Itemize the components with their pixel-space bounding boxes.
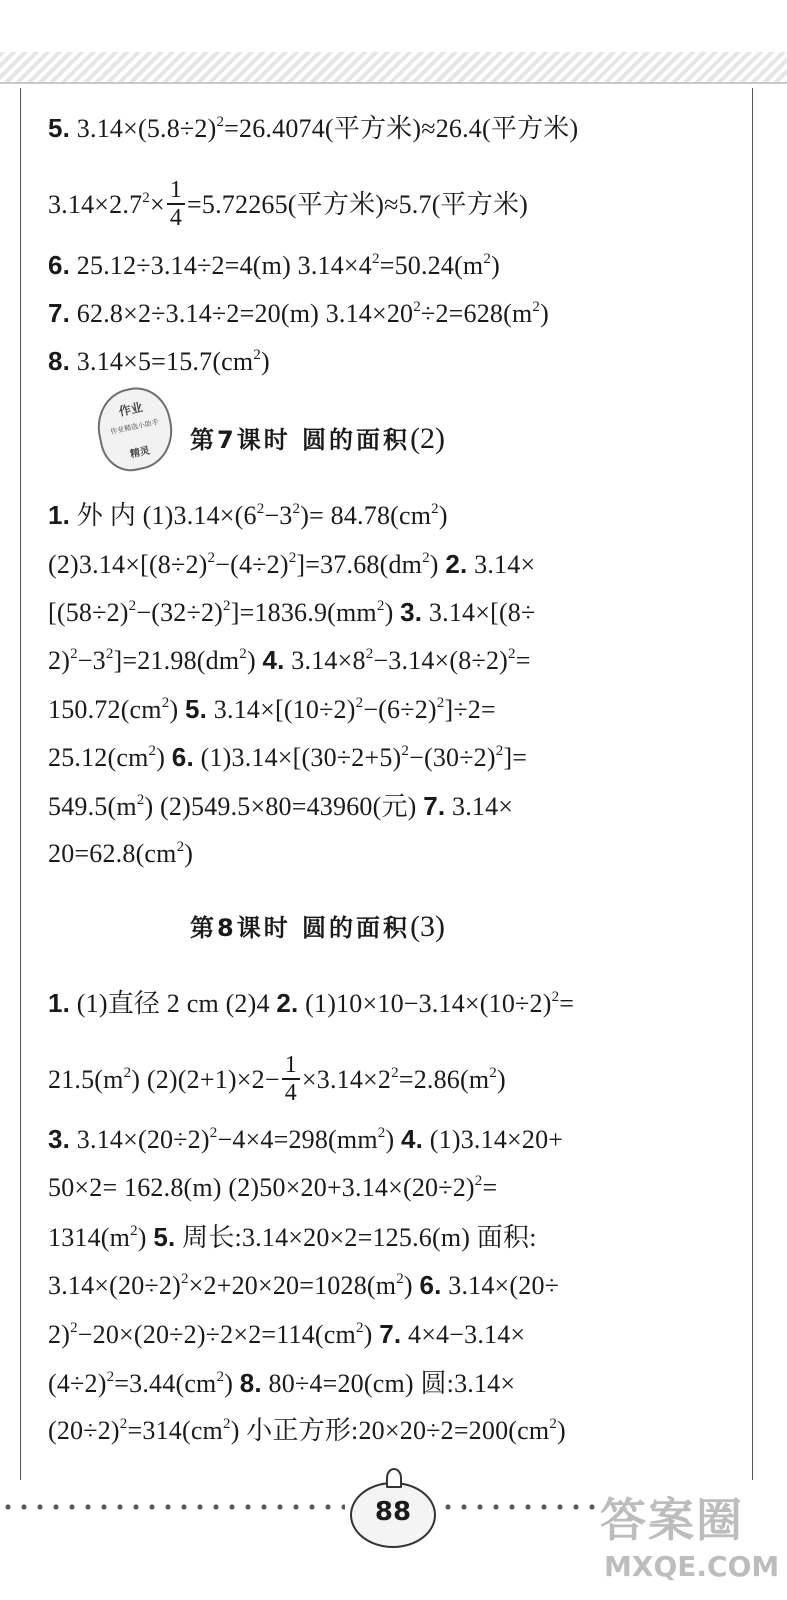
- answer-text: =2.86(m: [398, 1064, 490, 1094]
- answer-line: [48, 113, 578, 144]
- answer-text: ): [169, 695, 185, 724]
- answer-text: 549.5(m: [48, 792, 137, 821]
- exponent: 2: [396, 1271, 404, 1287]
- watermark-logo: 答案圈: [600, 1493, 744, 1547]
- answer-text: ×2+20×20=1028(m: [188, 1271, 397, 1300]
- answer-text: −4×4=298(mm: [217, 1125, 378, 1154]
- exponent: 2: [123, 1064, 132, 1081]
- answer-text: ): [384, 598, 401, 627]
- fraction: [282, 1052, 300, 1106]
- answer-text: =: [515, 646, 531, 675]
- answer-text: 3.14×(5.8÷2): [70, 114, 217, 143]
- answer-text: ): [156, 743, 172, 772]
- homework-stamp-icon: [90, 381, 179, 477]
- lesson-8-heading-text: 第8课时 圆的面积: [190, 914, 411, 942]
- answer-text: (1)3.14×20+: [423, 1125, 564, 1154]
- exponent: 2: [532, 299, 541, 315]
- exponent: 2: [474, 1173, 483, 1189]
- answer-text: ): [438, 501, 448, 530]
- exponent: 2: [431, 501, 439, 517]
- answer-text: =314(cm: [127, 1416, 223, 1445]
- answer-line: [48, 1173, 497, 1203]
- answer-line: [48, 346, 270, 377]
- answer-text: 3.14×(20÷2): [48, 1271, 181, 1300]
- exponent: 2: [549, 1416, 558, 1432]
- fraction: [167, 177, 185, 231]
- answer-line: [48, 645, 531, 676]
- exponent: 2: [551, 989, 560, 1005]
- question-number: 8.: [48, 346, 71, 376]
- question-number: 1.: [48, 500, 71, 530]
- exponent: 2: [253, 347, 262, 363]
- answer-text: −(4÷2): [215, 550, 289, 579]
- answer-text: 外 内 (1)3.14×(6: [70, 501, 257, 530]
- question-number: 7.: [379, 1319, 402, 1349]
- answer-line: [48, 1052, 506, 1109]
- answer-line: [48, 839, 193, 869]
- answer-text: =26.4074(平方米)≈26.4(平方米): [224, 114, 579, 143]
- exponent: 2: [239, 646, 247, 662]
- right-margin-rule: [752, 88, 753, 1480]
- answer-text: ÷2=628(m: [420, 299, 533, 328]
- question-number: 4.: [262, 645, 285, 675]
- answer-text: ) 小正方形:20×20÷2=200(cm: [230, 1416, 550, 1445]
- answer-text: ): [540, 299, 549, 328]
- fraction-numerator: 1: [167, 177, 185, 205]
- exponent: 2: [288, 550, 297, 566]
- question-number: 6.: [171, 742, 194, 772]
- answer-text: ) (2)549.5×80=43960(元): [144, 792, 424, 821]
- answer-text: ): [246, 646, 263, 675]
- answer-text: =50.24(m: [379, 251, 484, 280]
- answer-text: −(6÷2): [363, 695, 437, 724]
- exponent: 2: [216, 114, 225, 130]
- exponent: 2: [128, 598, 137, 614]
- answer-line: [48, 742, 527, 773]
- answer-text: 21.5(m: [48, 1064, 124, 1094]
- answer-text: ): [261, 347, 270, 376]
- answer-text: −20×(20÷2)÷2×2=114(cm: [77, 1320, 356, 1349]
- site-watermark: [600, 1484, 780, 1594]
- answer-line: [48, 298, 549, 329]
- footer-dots-right: [440, 1500, 600, 1514]
- question-number: 6.: [419, 1270, 442, 1300]
- answer-line: [48, 549, 535, 580]
- exponent: 2: [70, 646, 78, 662]
- answer-line: [48, 1416, 566, 1446]
- answer-text: −(30÷2): [409, 743, 496, 772]
- answer-text: 150.72(cm: [48, 695, 162, 724]
- answer-text: 3.14×[(8÷: [422, 598, 536, 627]
- answer-line: [48, 1222, 537, 1253]
- exponent: 2: [130, 1223, 138, 1239]
- answer-text: 3.14×(20÷: [441, 1271, 560, 1300]
- answer-text: (20÷2): [48, 1416, 120, 1445]
- question-number: 3.: [400, 597, 423, 627]
- answer-text: ]=1836.9(mm: [230, 598, 377, 627]
- answer-text: 3.14×5=15.7(cm: [70, 347, 254, 376]
- exponent: 2: [413, 299, 421, 315]
- answer-line: [48, 1319, 525, 1350]
- footer-dots-left: [0, 1500, 345, 1514]
- answer-text: 3.14×: [467, 550, 536, 579]
- exponent: 2: [401, 743, 410, 759]
- answer-text: 3.14×[(10÷2): [207, 695, 356, 724]
- exponent: 2: [483, 251, 492, 267]
- question-number: 6.: [48, 250, 71, 280]
- answer-line: [48, 500, 448, 531]
- answer-text: 周长:3.14×20×2=125.6(m) 面积:: [175, 1223, 537, 1252]
- answer-line: [48, 791, 513, 822]
- question-number: 5.: [185, 694, 208, 724]
- answer-text: 2): [48, 646, 71, 675]
- fraction-denominator: 4: [169, 205, 183, 231]
- answer-line: [48, 597, 535, 628]
- answer-text: −(32÷2): [136, 598, 224, 627]
- answer-text: ): [385, 1125, 402, 1154]
- answer-text: 50×2= 162.8(m) (2)50×20+3.14×(20÷2): [48, 1173, 475, 1202]
- answer-text: 4×4−3.14×: [401, 1320, 526, 1349]
- exponent: 2: [376, 598, 385, 614]
- answer-text: ×3.14×2: [301, 1064, 392, 1094]
- question-number: 5.: [48, 113, 71, 143]
- exponent: 2: [256, 501, 265, 517]
- exponent: 2: [377, 1125, 386, 1141]
- answer-text: ): [429, 550, 446, 579]
- answer-text: ): [491, 251, 500, 280]
- exponent: 2: [223, 598, 231, 614]
- exponent: 2: [106, 1369, 115, 1385]
- exponent: 2: [365, 646, 374, 662]
- answer-text: =: [559, 989, 575, 1018]
- answer-text: 2): [48, 1320, 71, 1349]
- exponent: 2: [489, 1064, 497, 1081]
- answer-line: [48, 988, 574, 1019]
- answer-text: ) (2)(2+1)×2−: [131, 1064, 280, 1094]
- answer-text: −3.14×(8÷2): [373, 646, 509, 675]
- lesson-7-heading-number: (2): [410, 422, 446, 455]
- exponent: 2: [436, 695, 445, 711]
- answer-text: )= 84.78(cm: [300, 501, 432, 530]
- question-number: 2.: [445, 549, 468, 579]
- exponent: 2: [180, 1271, 189, 1287]
- answer-text: 80÷4=20(cm) 圆:3.14×: [261, 1369, 516, 1398]
- exponent: 2: [355, 695, 364, 711]
- question-number: 7.: [423, 791, 446, 821]
- stamp-title: 作业: [117, 400, 145, 419]
- exponent: 2: [161, 695, 170, 711]
- answer-text: (4÷2): [48, 1369, 107, 1398]
- answer-text: 3.14×(20÷2): [70, 1125, 210, 1154]
- exponent: 2: [70, 1320, 78, 1336]
- exponent: 2: [355, 1320, 364, 1336]
- answer-text: ): [557, 1416, 566, 1445]
- answer-line: [48, 177, 529, 234]
- answer-line: [48, 1124, 563, 1155]
- answer-text: ): [137, 1223, 154, 1252]
- answer-line: [48, 1270, 559, 1301]
- exponent: 2: [136, 792, 145, 808]
- question-number: 1.: [48, 988, 71, 1018]
- fraction-numerator: 1: [282, 1052, 300, 1080]
- lesson-8-heading-number: (3): [410, 910, 446, 943]
- exponent: 2: [223, 1416, 231, 1432]
- question-number: 2.: [276, 988, 299, 1018]
- answer-text: ): [496, 1064, 506, 1094]
- top-decorative-band: [0, 52, 787, 84]
- answer-text: ]=37.68(dm: [296, 550, 423, 579]
- exponent: 2: [391, 1064, 399, 1081]
- exponent: 2: [105, 646, 114, 662]
- exponent: 2: [142, 189, 150, 206]
- answer-text: ): [184, 839, 194, 868]
- answer-text: (1)10×10−3.14×(10÷2): [298, 989, 552, 1018]
- answer-text: =: [482, 1173, 498, 1202]
- answer-text: 3.14×8: [284, 646, 366, 675]
- apple-page-badge-icon: [350, 1482, 436, 1548]
- answer-text: 1314(m: [48, 1223, 131, 1252]
- answer-text: (2)3.14×[(8÷2): [48, 550, 208, 579]
- exponent: 2: [422, 550, 430, 566]
- answer-text: 3.14×2.7: [48, 189, 143, 219]
- page-number: 88: [374, 1497, 412, 1527]
- answer-text: ]÷2=: [444, 695, 496, 724]
- answer-text: [(58÷2): [48, 598, 129, 627]
- exponent: 2: [508, 646, 516, 662]
- answer-text: 62.8×2÷3.14÷2=20(m) 3.14×20: [70, 299, 414, 328]
- question-number: 7.: [48, 298, 71, 328]
- answer-line: [48, 1368, 515, 1399]
- answer-text: 3.14×: [445, 792, 514, 821]
- question-number: 3.: [48, 1124, 71, 1154]
- question-number: 5.: [153, 1222, 176, 1252]
- answer-text: (1)直径 2 cm (2)4: [70, 989, 277, 1018]
- answer-text: 25.12(cm: [48, 743, 149, 772]
- left-margin-rule: [20, 88, 21, 1480]
- answer-text: ): [224, 1369, 240, 1398]
- exponent: 2: [148, 743, 157, 759]
- exponent: 2: [495, 743, 504, 759]
- exponent: 2: [207, 550, 216, 566]
- answer-text: ): [363, 1320, 380, 1349]
- exponent: 2: [216, 1369, 225, 1385]
- answer-text: (1)3.14×[(30÷2+5): [193, 743, 402, 772]
- answer-text: ×: [149, 189, 165, 219]
- stamp-footer: 精灵: [129, 445, 152, 461]
- exponent: 2: [176, 839, 185, 855]
- answer-text: =3.44(cm: [114, 1369, 217, 1398]
- exponent: 2: [209, 1125, 218, 1141]
- answer-text: −3: [264, 501, 293, 530]
- fraction-denominator: 4: [284, 1080, 297, 1106]
- answer-line: [48, 694, 496, 725]
- answer-text: −3: [77, 646, 106, 675]
- lesson-8-heading: [190, 912, 445, 943]
- watermark-url: MXQE.COM: [604, 1550, 780, 1583]
- question-number: 4.: [401, 1124, 424, 1154]
- exponent: 2: [372, 251, 380, 267]
- lesson-7-heading: [190, 424, 445, 455]
- exponent: 2: [119, 1416, 128, 1432]
- answer-text: ]=21.98(dm: [113, 646, 240, 675]
- question-number: 8.: [239, 1368, 262, 1398]
- lesson-7-heading-text: 第7课时 圆的面积: [190, 426, 411, 454]
- exponent: 2: [292, 501, 301, 517]
- answer-text: ]=: [503, 743, 528, 772]
- answer-text: 20=62.8(cm: [48, 839, 177, 868]
- apple-stem-icon: [386, 1468, 402, 1488]
- stamp-subtitle: 作业精选小助手: [109, 418, 160, 437]
- answer-text: 25.12÷3.14÷2=4(m) 3.14×4: [70, 251, 372, 280]
- answer-text: =5.72265(平方米)≈5.7(平方米): [187, 189, 529, 219]
- answer-text: ): [403, 1271, 420, 1300]
- answer-line: [48, 250, 500, 281]
